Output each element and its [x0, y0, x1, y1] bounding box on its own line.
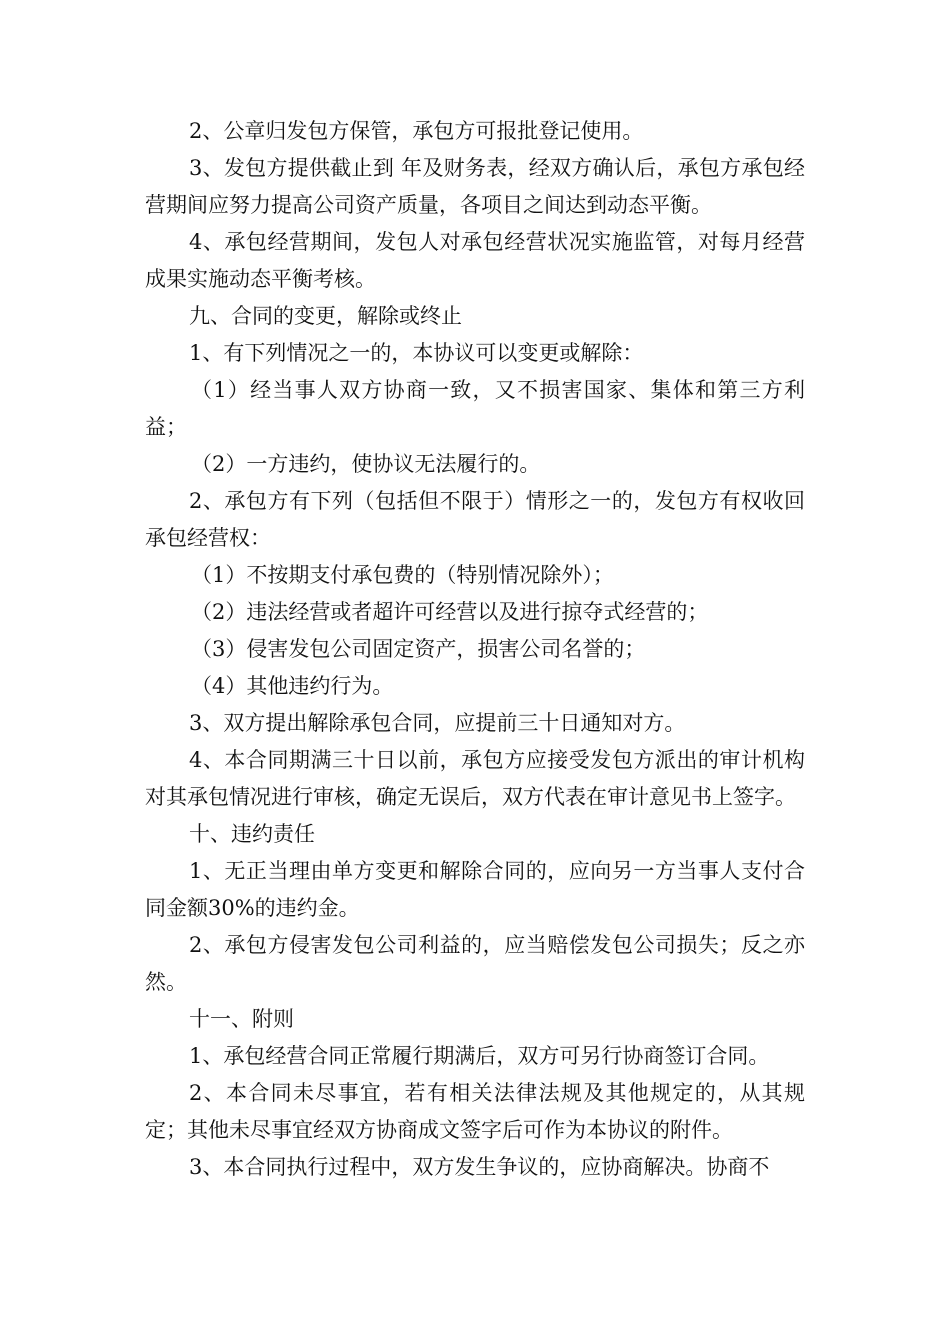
list-item-asset-damage: （3）侵害发包公司固定资产，损害公司名誉的； — [191, 637, 646, 661]
clause-renewal: 1、承包经营合同正常履行期满后，双方可另行协商签订合同。 — [189, 1044, 770, 1068]
document-body — [145, 113, 805, 1186]
clause-notice-period: 3、双方提出解除承包合同，应提前三十日通知对方。 — [189, 711, 686, 735]
clause-seal-custody: 2、公章归发包方保管，承包方可报批登记使用。 — [189, 119, 644, 143]
clause-compensation: 2、承包方侵害发包公司利益的，应当赔偿发包公司损失；反之亦然。 — [145, 933, 805, 994]
clause-unspecified-matters: 2、本合同未尽事宜，若有相关法律法规及其他规定的，从其规定；其他未尽事宜经双方协商成文签字后可作为本协议的附件。 — [145, 1081, 805, 1142]
list-item-mutual-agreement: （1）经当事人双方协商一致，又不损害国家、集体和第三方利益； — [145, 378, 805, 439]
clause-change-conditions: 1、有下列情况之一的，本协议可以变更或解除： — [189, 341, 644, 365]
clause-audit: 4、本合同期满三十日以前，承包方应接受发包方派出的审计机构对其承包情况进行审核，确定无误后，双方代表在审计意见书上签字。 — [145, 748, 805, 809]
section-heading-change-termination: 九、合同的变更，解除或终止 — [189, 304, 462, 328]
list-item-breach: （2）一方违约，使协议无法履行的。 — [191, 452, 541, 476]
clause-supervision: 4、承包经营期间，发包人对承包经营状况实施监管，对每月经营成果实施动态平衡考核。 — [145, 230, 805, 291]
list-item-illegal-operation: （2）违法经营或者超许可经营以及进行掠夺式经营的； — [191, 600, 709, 624]
section-heading-liability: 十、违约责任 — [189, 822, 315, 846]
list-item-unpaid-fee: （1）不按期支付承包费的（特别情况除外）； — [191, 563, 614, 587]
clause-financial-statements: 3、发包方提供截止到 年及财务表，经双方确认后，承包方承包经营期间应努力提高公司资产质量，各项目之间达到动态平衡。 — [145, 156, 805, 217]
section-heading-supplementary: 十一、附则 — [189, 1007, 294, 1031]
clause-revocation-rights: 2、承包方有下列（包括但不限于）情形之一的，发包方有权收回承包经营权： — [145, 489, 805, 550]
clause-penalty: 1、无正当理由单方变更和解除合同的，应向另一方当事人支付合同金额30%的违约金。 — [145, 859, 805, 920]
list-item-other-breach: （4）其他违约行为。 — [191, 674, 394, 698]
clause-dispute-resolution: 3、本合同执行过程中，双方发生争议的，应协商解决。协商不 — [189, 1155, 770, 1179]
